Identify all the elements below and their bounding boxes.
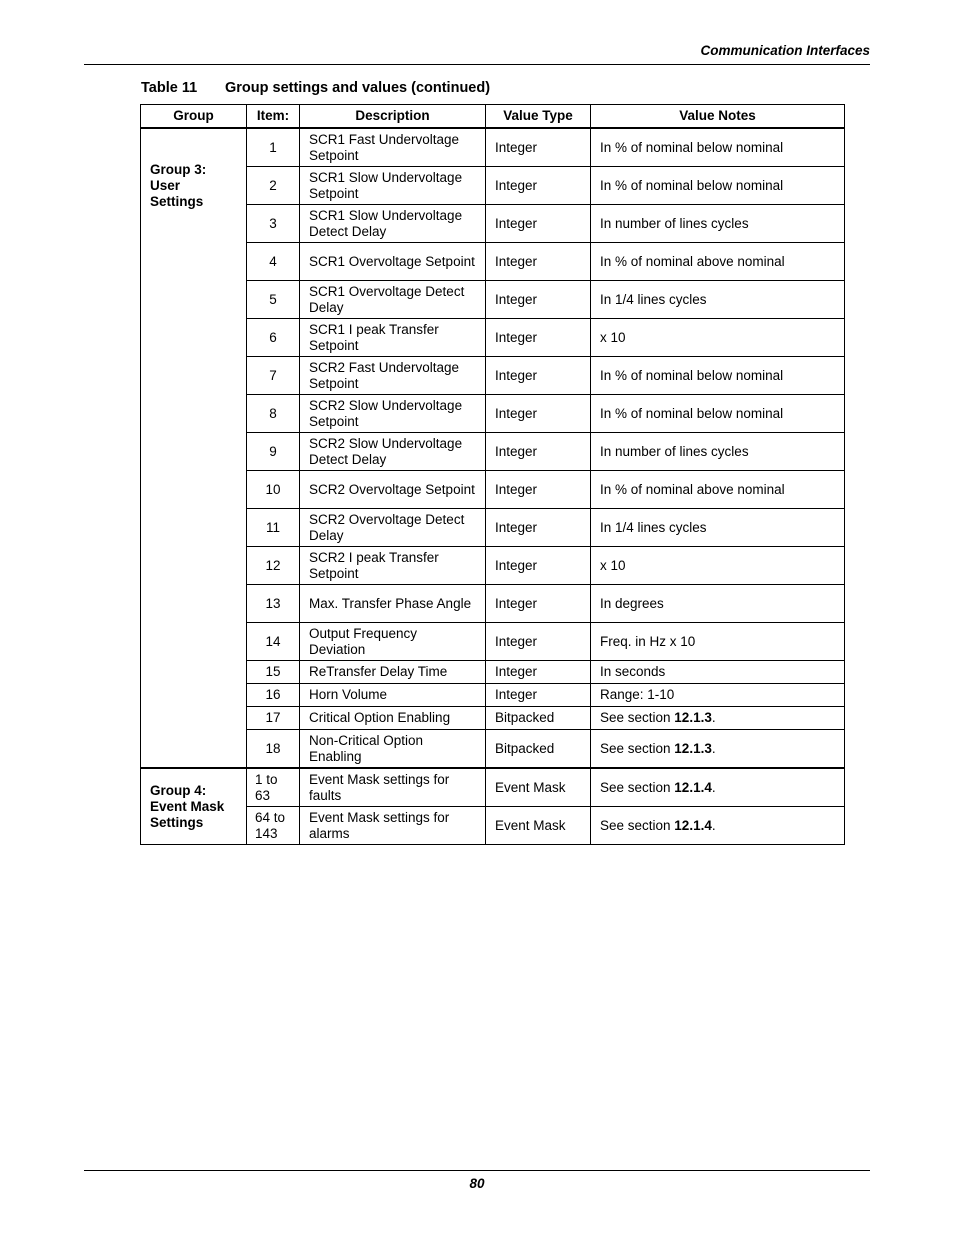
table-row <box>141 433 845 471</box>
table-row <box>141 585 845 623</box>
value-notes-cell: x 10 <box>591 547 845 585</box>
group-settings-table <box>140 104 845 845</box>
table-row <box>141 471 845 509</box>
header-rule <box>84 64 870 65</box>
item-cell: 6 <box>247 319 300 357</box>
section-reference: 12.1.4 <box>674 779 712 795</box>
value-type-cell: Integer <box>486 433 591 471</box>
value-type-cell: Integer <box>486 509 591 547</box>
group-4-cell: Group 4: Event Mask Settings <box>141 768 247 845</box>
value-type-cell: Bitpacked <box>486 730 591 769</box>
value-type-cell: Integer <box>486 243 591 281</box>
section-reference: 12.1.3 <box>674 740 712 756</box>
value-type-cell: Integer <box>486 395 591 433</box>
description-cell: Output Frequency Deviation <box>300 623 486 661</box>
notes-prefix: See section <box>600 779 675 795</box>
table-number: Table 11 <box>141 80 198 96</box>
item-cell: 8 <box>247 395 300 433</box>
value-notes-cell: In seconds <box>591 661 845 684</box>
column-header-value-type: Value Type <box>486 105 591 129</box>
page-number: 80 <box>469 1176 485 1191</box>
value-type-cell: Integer <box>486 547 591 585</box>
description-cell: SCR1 Overvoltage Detect Delay <box>300 281 486 319</box>
notes-prefix: See section <box>600 740 675 756</box>
item-cell: 13 <box>247 585 300 623</box>
item-cell: 11 <box>247 509 300 547</box>
table-header-row <box>141 105 845 129</box>
value-type-cell: Integer <box>486 319 591 357</box>
value-type-cell: Integer <box>486 357 591 395</box>
value-notes-cell: In number of lines cycles <box>591 433 845 471</box>
column-header-item: Item: <box>247 105 300 129</box>
value-type-cell: Bitpacked <box>486 707 591 730</box>
table-row <box>141 661 845 684</box>
table-row <box>141 707 845 730</box>
item-cell: 2 <box>247 167 300 205</box>
column-header-group: Group <box>141 105 247 129</box>
item-cell: 15 <box>247 661 300 684</box>
value-notes-cell: In % of nominal above nominal <box>591 243 845 281</box>
column-header-value-notes: Value Notes <box>591 105 845 129</box>
item-cell: 17 <box>247 707 300 730</box>
section-reference: 12.1.3 <box>674 710 712 725</box>
value-notes-cell: In % of nominal above nominal <box>591 471 845 509</box>
value-type-cell: Integer <box>486 471 591 509</box>
table-row <box>141 509 845 547</box>
description-cell: Horn Volume <box>300 684 486 707</box>
item-cell: 1 to 63 <box>247 768 300 807</box>
table-row <box>141 243 845 281</box>
value-type-cell: Integer <box>486 167 591 205</box>
value-type-cell: Integer <box>486 128 591 167</box>
item-cell: 1 <box>247 128 300 167</box>
description-cell: SCR2 I peak Transfer Setpoint <box>300 547 486 585</box>
value-notes-cell: In % of nominal below nominal <box>591 128 845 167</box>
value-type-cell: Integer <box>486 661 591 684</box>
description-cell: Non-Critical Option Enabling <box>300 730 486 769</box>
value-notes-cell <box>591 768 845 807</box>
item-cell: 5 <box>247 281 300 319</box>
table-row <box>141 807 845 845</box>
value-type-cell: Integer <box>486 684 591 707</box>
item-cell: 64 to 143 <box>247 807 300 845</box>
description-cell: ReTransfer Delay Time <box>300 661 486 684</box>
table-row <box>141 395 845 433</box>
value-notes-cell <box>591 807 845 845</box>
description-cell: SCR1 Fast Undervoltage Setpoint <box>300 128 486 167</box>
value-notes-cell <box>591 707 845 730</box>
table-row <box>141 205 845 243</box>
table-row <box>141 357 845 395</box>
table-row <box>141 167 845 205</box>
table-row <box>141 281 845 319</box>
notes-suffix: . <box>711 817 716 833</box>
value-notes-cell: In number of lines cycles <box>591 205 845 243</box>
description-cell: SCR1 Overvoltage Setpoint <box>300 243 486 281</box>
notes-prefix: See section <box>600 710 675 725</box>
item-cell: 4 <box>247 243 300 281</box>
description-cell: SCR2 Slow Undervoltage Setpoint <box>300 395 486 433</box>
value-type-cell: Event Mask <box>486 768 591 807</box>
group-3-cell: Group 3: User Settings <box>141 128 247 768</box>
item-cell: 14 <box>247 623 300 661</box>
value-notes-cell: In % of nominal below nominal <box>591 395 845 433</box>
description-cell: Max. Transfer Phase Angle <box>300 585 486 623</box>
table-row <box>141 623 845 661</box>
table-row <box>141 768 845 807</box>
item-cell: 3 <box>247 205 300 243</box>
description-cell: SCR2 Overvoltage Detect Delay <box>300 509 486 547</box>
table-title: Group settings and values (continued) <box>225 80 491 96</box>
value-type-cell: Integer <box>486 205 591 243</box>
description-cell: Event Mask settings for alarms <box>300 807 486 845</box>
description-cell: SCR2 Fast Undervoltage Setpoint <box>300 357 486 395</box>
value-notes-cell: x 10 <box>591 319 845 357</box>
notes-suffix: . <box>711 710 716 725</box>
item-cell: 7 <box>247 357 300 395</box>
value-notes-cell: Freq. in Hz x 10 <box>591 623 845 661</box>
item-cell: 9 <box>247 433 300 471</box>
section-reference: 12.1.4 <box>674 817 712 833</box>
footer-rule <box>84 1170 870 1171</box>
item-cell: 16 <box>247 684 300 707</box>
value-notes-cell: Range: 1-10 <box>591 684 845 707</box>
table-row <box>141 128 845 167</box>
value-type-cell: Integer <box>486 585 591 623</box>
value-notes-cell: In % of nominal below nominal <box>591 357 845 395</box>
table-row <box>141 547 845 585</box>
table-row <box>141 730 845 769</box>
running-header: Communication Interfaces <box>700 43 870 58</box>
description-cell: SCR1 Slow Undervoltage Detect Delay <box>300 205 486 243</box>
description-cell: SCR1 I peak Transfer Setpoint <box>300 319 486 357</box>
value-notes-cell <box>591 730 845 769</box>
column-header-description: Description <box>300 105 486 129</box>
item-cell: 18 <box>247 730 300 769</box>
item-cell: 10 <box>247 471 300 509</box>
description-cell: Critical Option Enabling <box>300 707 486 730</box>
description-cell: Event Mask settings for faults <box>300 768 486 807</box>
description-cell: SCR1 Slow Undervoltage Setpoint <box>300 167 486 205</box>
value-notes-cell: In 1/4 lines cycles <box>591 509 845 547</box>
description-cell: SCR2 Slow Undervoltage Detect Delay <box>300 433 486 471</box>
value-type-cell: Event Mask <box>486 807 591 845</box>
table-row <box>141 684 845 707</box>
value-type-cell: Integer <box>486 623 591 661</box>
notes-suffix: . <box>711 779 716 795</box>
value-type-cell: Integer <box>486 281 591 319</box>
table-caption <box>141 80 490 96</box>
item-cell: 12 <box>247 547 300 585</box>
value-notes-cell: In % of nominal below nominal <box>591 167 845 205</box>
table-row <box>141 319 845 357</box>
notes-suffix: . <box>711 740 716 756</box>
value-notes-cell: In degrees <box>591 585 845 623</box>
notes-prefix: See section <box>600 817 675 833</box>
value-notes-cell: In 1/4 lines cycles <box>591 281 845 319</box>
description-cell: SCR2 Overvoltage Setpoint <box>300 471 486 509</box>
